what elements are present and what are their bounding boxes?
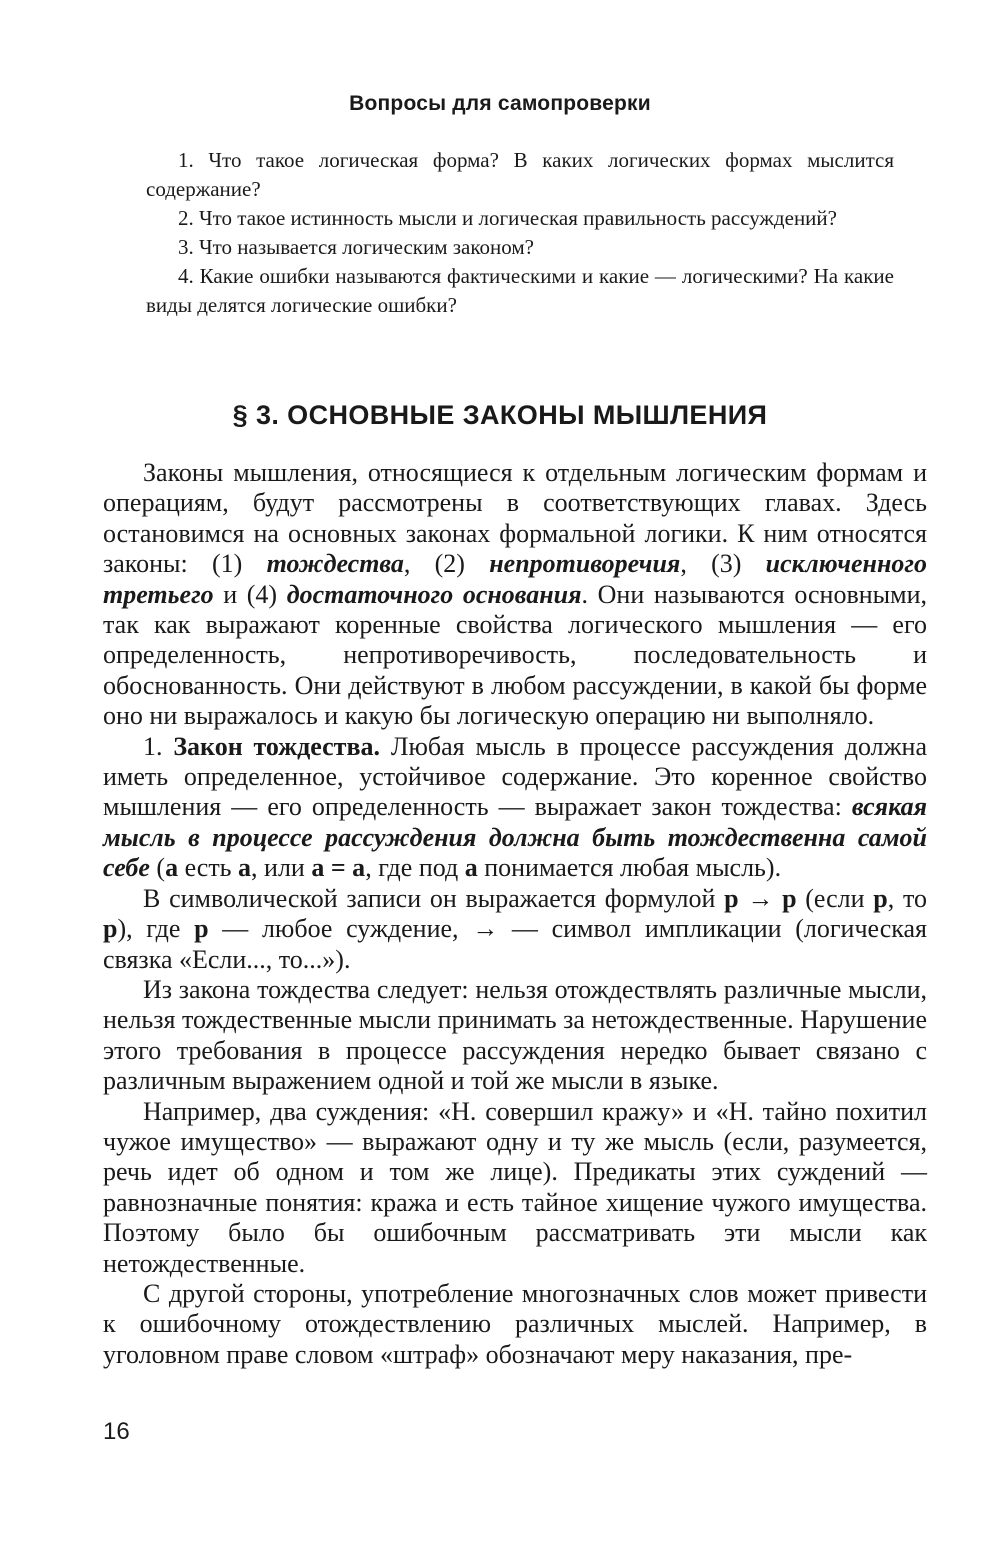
law-noncontradiction-term: непротиворечия <box>489 549 681 579</box>
page-number: 16 <box>103 1418 130 1445</box>
paragraph-intro <box>103 458 927 732</box>
text-run: . Они называются основными, так как выражают коренные свойства логического мышления — его определенность, непротиворечивость, последовательность и обоснованность. Они действуют в любом рассуждении, в какой бы форме оно ни выражалось и какую бы логическую операцию ни выполняло. <box>103 579 927 731</box>
symbol-a: а <box>464 853 478 883</box>
law-of-identity-title: Закон тождества. <box>173 731 380 761</box>
paragraph-example: Например, два суждения: «Н. совершил кражу» и «Н. тайно похитил чужое имущество» — выражают одну и ту же мысль (если, разумеется, речь идет об одном и том же лице). Предикаты этих суждений — равнозначные понятия: кража и есть тайное хищение чужого имущества. Поэтому было бы ошибочным рассматривать эти мысли как нетождественные. <box>103 1096 927 1278</box>
text-run: 1. <box>143 731 174 761</box>
text-run: В символической записи он выражается формулой <box>143 883 725 913</box>
symbol-a: а <box>165 853 179 883</box>
identity-equation: а = а <box>311 853 366 883</box>
symbol-p: p <box>194 914 209 944</box>
text-run: , или <box>251 853 312 883</box>
text-run: Любая мысль в процессе рассуждения должна иметь определенное, устойчивое содержание. Это коренное свойство мышления — его определенность — выражает закон тождества: <box>103 731 927 822</box>
law-sufficient-reason-term: достаточного основания <box>286 579 582 609</box>
paragraph-consequence: Из закона тождества следует: нельзя отождествлять различные мысли, нельзя тождественные мысли принимать за нетождественные. Нарушение этого требования в процессе рассуждения нередко бывает связано с различным выражением одной и той же мысли в языке. <box>103 974 927 1096</box>
section-title: § 3. ОСНОВНЫЕ ЗАКОНЫ МЫШЛЕНИЯ <box>232 400 768 430</box>
text-run: ), где <box>117 914 195 944</box>
law-of-identity-rule: всякая мысль в процессе рассуждения должна быть тождественна самой себе <box>103 792 927 883</box>
body-text <box>103 458 927 1370</box>
text-run: ( <box>149 853 166 883</box>
text-run: Законы мышления, относящиеся к отдельным логическим формам и операциям, будут рассмотрены в соответствующих главах. Здесь остановимся на основных законах формальной логики. К ним относятся законы: (1) <box>103 458 927 579</box>
law-excluded-middle-term: исключенного третьего <box>103 549 927 609</box>
question-item: 1. Что такое логическая форма? В каких логических формах мыслится содержание? <box>146 148 894 201</box>
question-item: 4. Какие ошибки называются фактическими и какие — логическими? На какие виды делятся логические ошибки? <box>146 264 894 317</box>
text-run: (если <box>796 883 874 913</box>
paragraph-polysemy: С другой стороны, употребление многозначных слов может привести к ошибочному отождествлению различных мыслей. Например, в уголовном праве словом «штраф» обозначают меру наказания, пре- <box>103 1278 927 1369</box>
text-run: есть <box>178 853 239 883</box>
symbol-p: p <box>103 914 118 944</box>
symbol-p: p <box>873 883 888 913</box>
self-check-heading: Вопросы для самопроверки <box>349 92 651 115</box>
question-item: 3. Что называется логическим законом? <box>178 235 534 259</box>
text-run: понимается любая мысль). <box>477 853 782 883</box>
text-run: , (3) <box>680 549 766 579</box>
text-run: , то <box>887 883 928 913</box>
self-check-questions <box>146 146 894 320</box>
law-identity-term: тождества <box>266 549 404 579</box>
paragraph-law-of-identity <box>103 732 927 884</box>
text-run: и (4) <box>213 579 287 609</box>
symbol-a: а <box>238 853 252 883</box>
text-run: , (2) <box>403 549 490 579</box>
text-run: — любое суждение, → — символ импликации (логическая связка «Если..., то...»). <box>103 914 928 974</box>
identity-formula: p → p <box>724 883 797 913</box>
paragraph-symbolic-notation <box>103 884 927 975</box>
question-item: 2. Что такое истинность мысли и логическая правильность рассуждений? <box>178 206 837 230</box>
text-run: , где под <box>365 853 465 883</box>
